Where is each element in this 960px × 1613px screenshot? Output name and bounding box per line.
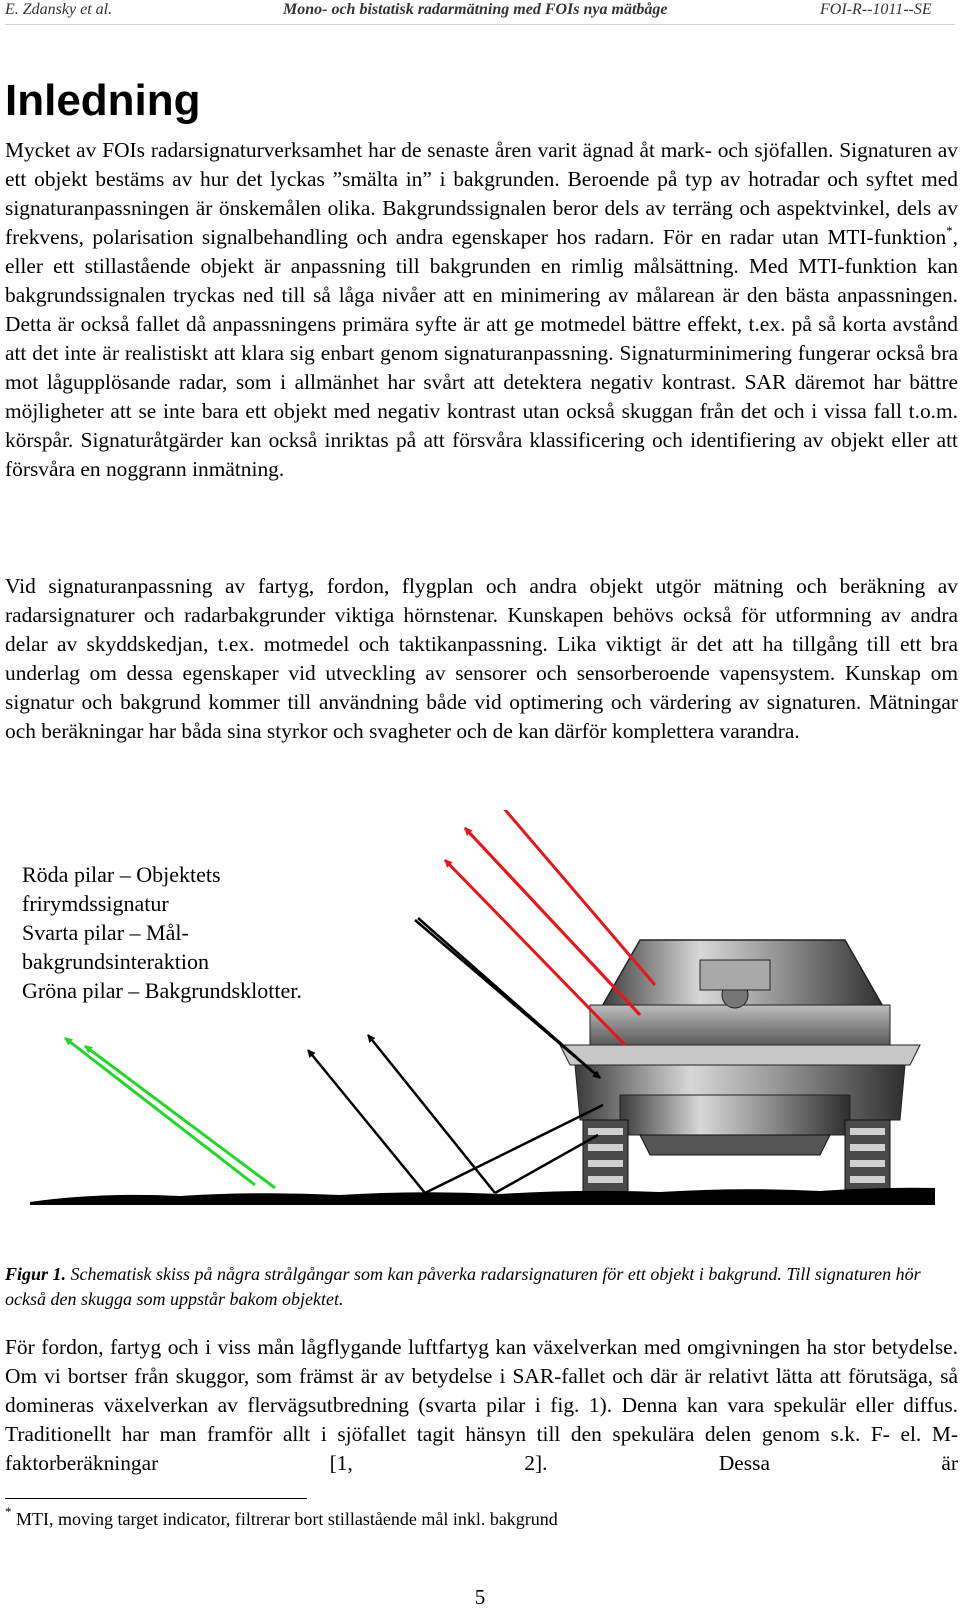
green-arrows	[65, 1038, 275, 1188]
section-title: Inledning	[5, 76, 201, 125]
footnote	[5, 1504, 558, 1531]
paragraph-intro-part2: , eller ett stillastående objekt är anpassning till bakgrunden en rimlig målsättning. Med MTI-funktion kan bakgrundssignalen tryckas ned till så låga nivåer att en minimering av målarean är den bästa anpassningen. Detta är också fallet då anpassningens primära syfte är att ge motmedel bättre effekt, t.ex. på så korta avstånd att det inte är realistiskt att klara sig enbart genom signaturanpassning. Signaturminimering fungerar också bra mot lågupplösande radar, som i allmänhet har svårt att detektera negativ kontrast. SAR däremot har bättre möjligheter att se inte bara ett objekt med negativ kontrast utan också skuggan från det och i vissa fall t.o.m. körspår. Signaturåtgärder kan också inriktas på att försvåra klassificering och identifiering av objekt eller att försvåra en noggrann inmätning.	[5, 225, 958, 481]
paragraph-interaction: För fordon, fartyg och i viss mån lågflygande luftfartyg kan växelverkan med omgivningen ha stor betydelse. Om vi bortser från skuggor, som främst är av betydelse i SAR-fallet och där är relativt lätta att förutsäga, så domineras växelverkan av flervägsutbredning (svarta pilar i fig. 1). Denna kan vara spekulär eller diffus. Traditionellt har man framför allt i sjöfallet tagit hänsyn till den spekulära delen genom s.k. F- el. M-faktorberäkningar [1, 2]. Dessa är	[5, 1335, 958, 1475]
figure-caption	[5, 1262, 953, 1312]
header-report-id: FOI-R--1011--SE	[820, 1, 932, 18]
footnote-marker: *	[5, 1504, 12, 1519]
ground-surface	[30, 1188, 935, 1205]
legend-line: bakgrundsinteraktion	[22, 949, 209, 974]
legend-line: Svarta pilar – Mål-	[22, 920, 189, 945]
legend-line: Gröna pilar – Bakgrundsklotter.	[22, 978, 302, 1003]
footnote-divider	[5, 1498, 307, 1499]
paragraph-intro-part1: Mycket av FOIs radarsignaturverksamhet har de senaste åren varit ägnad åt mark- och sjöfallen. Signaturen av ett objekt bestäms av hur det lyckas ”smälta in” i bakgrunden. Beroende på typ av hotradar och syftet med signaturanpassningen är önskemålen olika. Bakgrundssignalen beror dels av terräng och aspektvinkel, dels av frekvens, polarisation signalbehandling och andra egenskaper hos radarn. För en radar utan MTI-funktion	[5, 138, 958, 249]
black-arrows	[308, 918, 603, 1193]
page-header	[0, 0, 960, 26]
paragraph-intro	[5, 136, 958, 484]
figure-caption-text: Schematisk skiss på några strålgångar som kan påverka radarsignaturen för ett objekt i bakgrund. Till signaturen hör också den skugga som uppstår bakom objektet.	[5, 1264, 921, 1309]
tank-illustration	[560, 940, 920, 1200]
header-title: Mono- och bistatisk radarmätning med FOIs nya mätbåge	[283, 1, 668, 18]
figure-caption-label: Figur 1.	[5, 1264, 67, 1284]
footnote-text: MTI, moving target indicator, filtrerar bort stillastående mål inkl. bakgrund	[11, 1509, 558, 1529]
footnote-marker: *	[946, 223, 953, 238]
legend-line: Röda pilar – Objektets	[22, 862, 221, 887]
legend-line: frirymdssignatur	[22, 891, 169, 916]
page-number: 5	[474, 1585, 486, 1609]
header-author: E. Zdansky et al.	[5, 1, 113, 18]
paragraph-signature: Vid signaturanpassning av fartyg, fordon, flygplan och andra objekt utgör mätning och beräkning av radarsignaturer och radarbakgrunder viktiga hörnstenar. Kunskapen behövs också för utformning av andra delar av skyddskedjan, t.ex. motmedel och taktikanpassning. Lika viktigt är det att ha tillgång till ett bra underlag om dessa egenskaper vid utveckling av sensorer och sensorberoende vapensystem. Kunskap om signatur och bakgrund kommer till användning både vid optimering och värdering av signaturen. Mätningar och beräkningar har båda sina styrkor och svagheter och de kan därför komplettera varandra.	[5, 574, 958, 743]
figure-legend	[22, 860, 302, 1005]
header-divider	[5, 24, 955, 25]
